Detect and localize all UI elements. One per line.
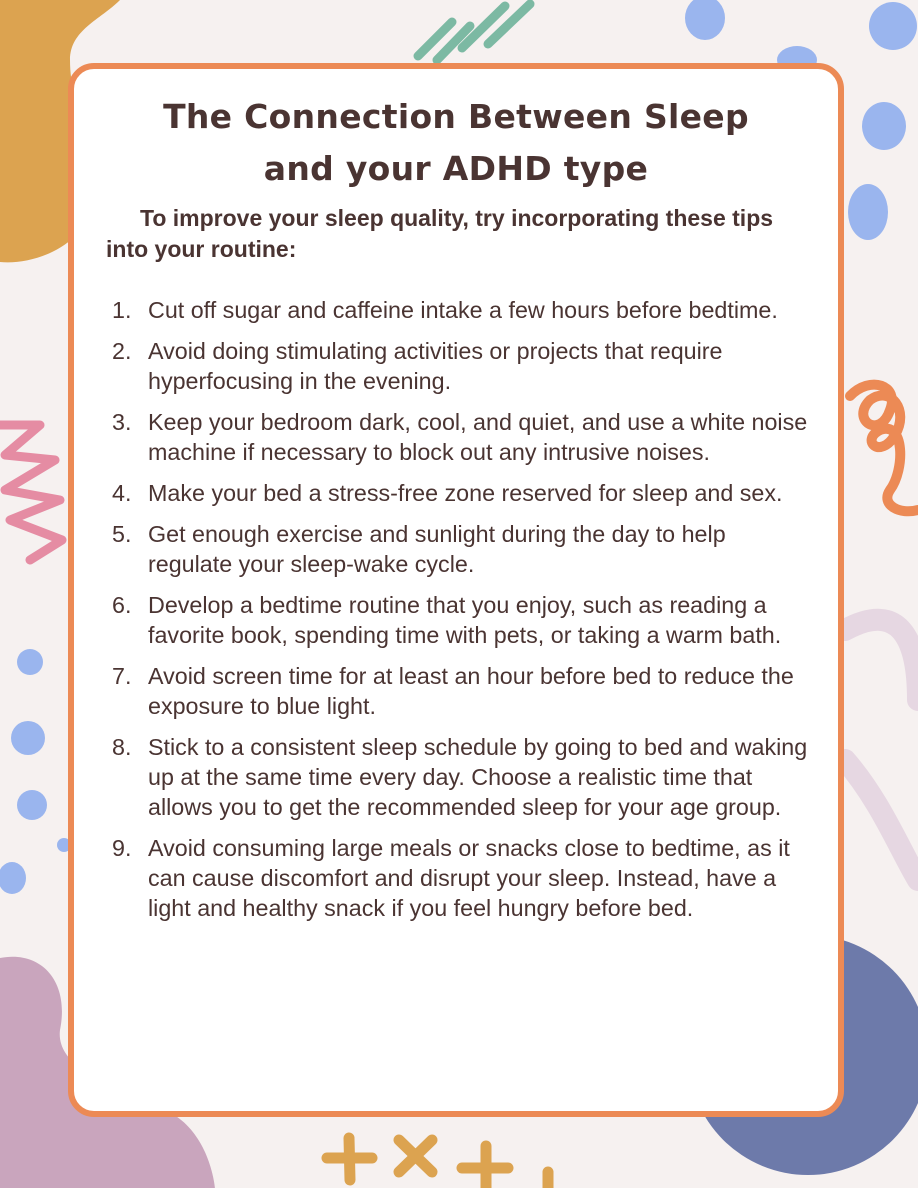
tips-list: [112, 295, 814, 934]
list-item-text: Get enough exercise and sunlight during the day to help regulate your sleep-wake cycle.: [148, 521, 726, 577]
blue-dots-left: [0, 649, 71, 894]
intro-text: To improve your sleep quality, try incorporating these tips into your routine:: [106, 205, 774, 262]
list-item-number: 8.: [112, 734, 132, 760]
list-item-number: 2.: [112, 338, 132, 364]
list-item-number: 5.: [112, 521, 132, 547]
pink-zigzag: [0, 425, 62, 560]
green-dash-marks: [418, 4, 530, 60]
list-item-number: 9.: [112, 835, 132, 861]
list-item: [112, 732, 814, 822]
list-item-text: Avoid consuming large meals or snacks close to bedtime, as it can cause discomfort and disrupt your sleep. Instead, have a light and healthy snack if you feel hungry before bed.: [148, 835, 790, 921]
list-item-number: 6.: [112, 592, 132, 618]
list-item: [112, 295, 814, 325]
list-item-text: Keep your bedroom dark, cool, and quiet, and use a white noise machine if necessary to block out any intrusive noises.: [148, 409, 808, 465]
list-item: [112, 407, 814, 467]
list-item: [112, 661, 814, 721]
orange-squiggle: [850, 385, 918, 512]
tips-card: [68, 63, 844, 1117]
lavender-arc: [845, 620, 918, 880]
title-line-2: and your ADHD type: [263, 149, 649, 188]
list-item: [112, 833, 814, 923]
list-item-text: Develop a bedtime routine that you enjoy, such as reading a favorite book, spending time with pets, or taking a warm bath.: [148, 592, 782, 648]
page-title: [74, 91, 838, 195]
list-item-text: Avoid screen time for at least an hour before bed to reduce the exposure to blue light.: [148, 663, 794, 719]
title-line-1: The Connection Between Sleep: [163, 97, 749, 136]
list-item-number: 3.: [112, 409, 132, 435]
list-item-number: 1.: [112, 297, 132, 323]
list-item-text: Avoid doing stimulating activities or projects that require hyperfocusing in the evening.: [148, 338, 723, 394]
list-item: [112, 590, 814, 650]
orange-plus-marks: [327, 1138, 548, 1188]
list-item: [112, 336, 814, 396]
list-item-text: Cut off sugar and caffeine intake a few hours before bedtime.: [148, 297, 778, 323]
list-item-text: Stick to a consistent sleep schedule by going to bed and waking up at the same time every day. Choose a realistic time that allows you to get the recommended sleep for your age group.: [148, 734, 808, 820]
list-item-number: 7.: [112, 663, 132, 689]
list-item: [112, 519, 814, 579]
list-item-text: Make your bed a stress-free zone reserved for sleep and sex.: [148, 480, 783, 506]
list-item: [112, 478, 814, 508]
list-item-number: 4.: [112, 480, 132, 506]
